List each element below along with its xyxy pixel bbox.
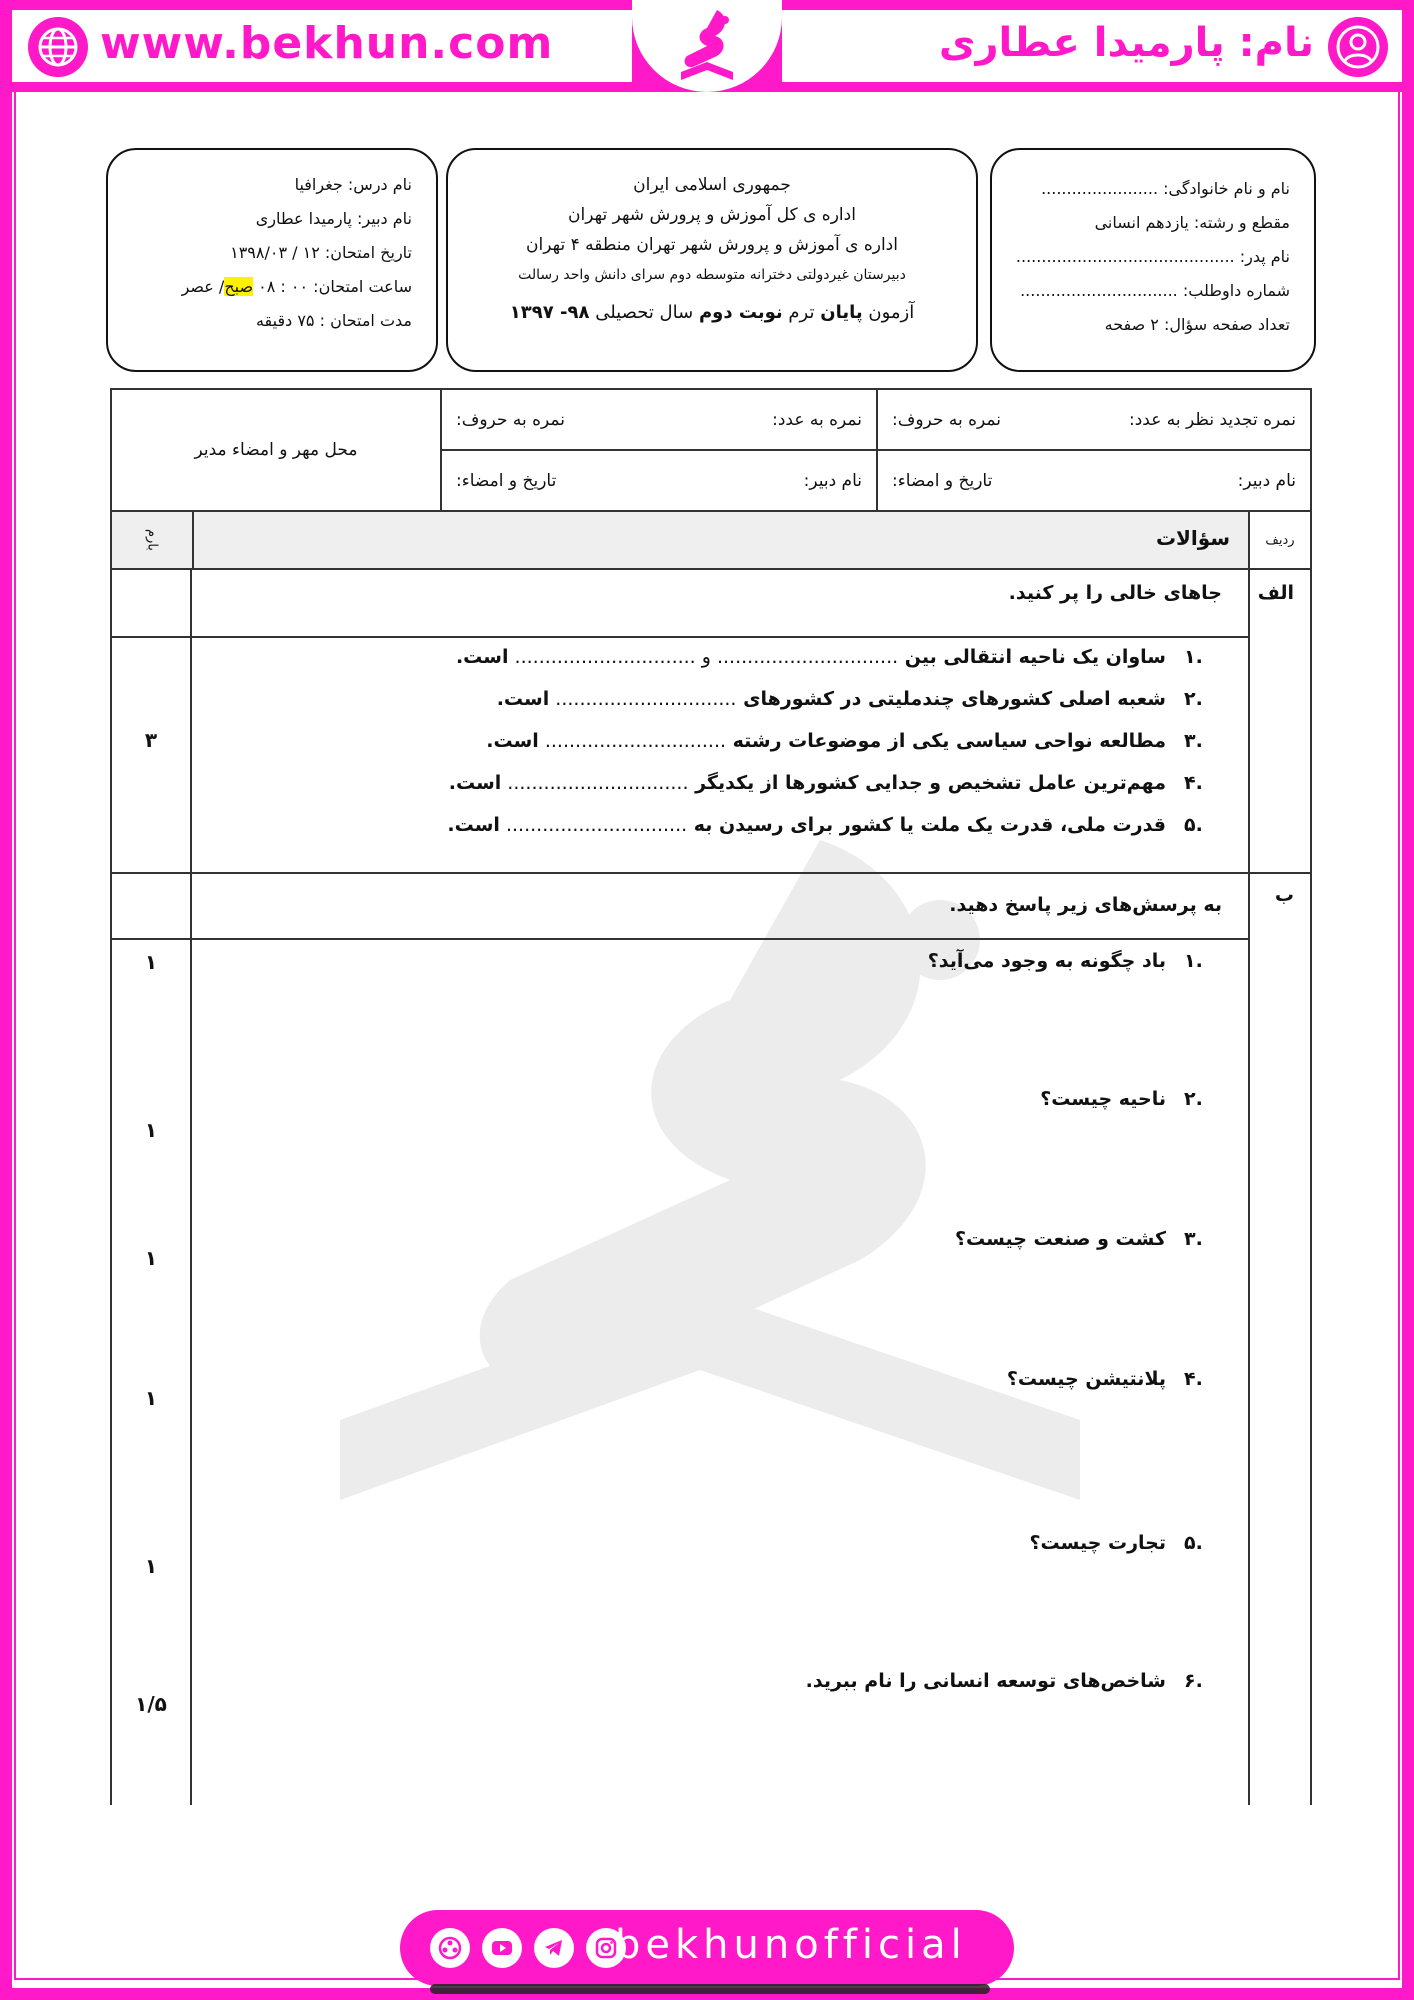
- section-a-score: ۳: [144, 728, 158, 752]
- fill-blank-item: [447, 814, 1224, 836]
- item-number: .۳: [1184, 730, 1203, 752]
- youtube-icon[interactable]: [482, 1928, 522, 1968]
- question-score: ۱: [144, 1118, 158, 1142]
- item-number: .۲: [1184, 688, 1203, 710]
- item-number: .۲: [1184, 1088, 1203, 1110]
- fill-blank-item: [486, 730, 1224, 752]
- social-icons: [430, 1928, 626, 1968]
- father-name-field[interactable]: نام پدر: ...........................................: [1015, 247, 1290, 266]
- review-grade-cell[interactable]: [877, 389, 1311, 450]
- fill-blank-item: [456, 646, 1224, 668]
- table-border-right: [1310, 510, 1312, 1805]
- item-end: است.: [448, 772, 502, 794]
- table-border-left: [110, 510, 112, 1805]
- subject-name: نام درس: جغرافیا: [294, 175, 412, 194]
- answer-blank[interactable]: ..............................: [499, 814, 688, 836]
- item-text: شاخص‌های توسعه انسانی را نام ببرید.: [805, 1670, 1166, 1692]
- question-score: ۱: [144, 1246, 158, 1270]
- item-end: است.: [447, 814, 500, 836]
- question-item: [955, 1228, 1224, 1250]
- school-info-box: [446, 148, 978, 372]
- exam-title-part: ۹۸- ۱۳۹۷: [509, 302, 590, 323]
- answer-blank[interactable]: ..............................: [501, 772, 689, 794]
- grade-field: مقطع و رشته: یازدهم انسانی: [1094, 213, 1290, 232]
- review-grade-number-label: نمره تجدید نظر به عدد:: [1128, 409, 1296, 430]
- principal-stamp-label: محل مهر و امضاء مدیر: [194, 440, 358, 460]
- item-number: .۱: [1184, 646, 1203, 668]
- item-end: است.: [496, 688, 550, 710]
- exam-title: [458, 298, 966, 328]
- question-item: [928, 950, 1224, 972]
- fill-blank-item: [449, 772, 1224, 794]
- item-text: تجارت چیست؟: [1029, 1532, 1166, 1554]
- telegram-icon[interactable]: [534, 1928, 574, 1968]
- row-divider: [110, 872, 1312, 874]
- questions-table: [110, 510, 1312, 1805]
- item-text: مطالعه نواحی سیاسی یکی از موضوعات رشته: [726, 730, 1166, 752]
- date-sign-label: تاریخ و امضاء:: [456, 470, 557, 491]
- student-fullname-field[interactable]: نام و نام خانوادگی: .......................: [1041, 179, 1290, 198]
- exam-time: [128, 270, 412, 304]
- item-end: است.: [455, 646, 509, 668]
- fill-blank-item: [497, 688, 1224, 710]
- exam-title-part: پایان: [820, 302, 863, 323]
- grade-table: [110, 388, 1312, 512]
- grade-words-label: نمره به حروف:: [456, 409, 565, 430]
- teacher-label: نام دبیر:: [803, 470, 862, 491]
- item-number: .۳: [1184, 1228, 1203, 1250]
- page-count: تعداد صفحه سؤال: ۲ صفحه: [1104, 315, 1290, 334]
- review-date-sign-label: تاریخ و امضاء:: [892, 470, 993, 491]
- question-item: [1007, 1368, 1224, 1390]
- globe-icon: [28, 17, 88, 77]
- item-end: است.: [486, 730, 539, 752]
- question-item: [1040, 1088, 1224, 1110]
- exam-time-part: / عصر: [181, 277, 225, 296]
- question-score: ۱: [144, 1554, 158, 1578]
- question-item: [806, 1670, 1224, 1692]
- grade-cell[interactable]: [441, 389, 877, 450]
- review-teacher-cell[interactable]: [877, 450, 1311, 511]
- answer-blank[interactable]: ..............................: [549, 688, 737, 710]
- item-number: .۱: [1184, 950, 1203, 972]
- country-title: جمهوری اسلامی ایران: [633, 175, 791, 195]
- row-divider: [110, 636, 1250, 638]
- section-b-instruction: به پرسش‌های زیر پاسخ دهید.: [949, 894, 1222, 916]
- student-info-box: [990, 148, 1316, 372]
- grade-number-label: نمره به عدد:: [772, 409, 862, 430]
- question-score: ۱: [144, 1386, 158, 1410]
- exam-time-part: ساعت امتحان: ۰۰ : ۰۸: [253, 277, 412, 296]
- review-teacher-label: نام دبیر:: [1237, 470, 1296, 491]
- item-text: باد چگونه به وجود می‌آید؟: [927, 950, 1166, 972]
- question-score: ۱: [144, 950, 158, 974]
- exam-title-part: ترم: [782, 302, 821, 323]
- radif-column-divider: [1248, 510, 1250, 1805]
- exam-title-part: سال تحصیلی: [589, 302, 699, 323]
- item-number: .۶: [1184, 1670, 1203, 1692]
- header-title: سؤالات: [1155, 526, 1230, 550]
- header-score: بارم: [112, 512, 194, 568]
- score-column-divider: [190, 510, 192, 1805]
- exam-title-part: آزمون: [862, 302, 915, 323]
- section-a-instruction: جاهای خالی را پر کنید.: [1008, 582, 1222, 604]
- dept-title: اداره ی کل آموزش و پرورش شهر تهران: [568, 205, 856, 225]
- seat-number-field[interactable]: شماره داوطلب: ...............................: [1020, 281, 1290, 300]
- item-number: .۴: [1184, 772, 1203, 794]
- social-handle[interactable]: bekhunofficial: [615, 1922, 967, 1968]
- section-a-label: الف: [1257, 582, 1294, 604]
- answer-blank[interactable]: ..............................: [538, 730, 727, 752]
- teacher-name: نام دبیر: پارمیدا عطاری: [255, 209, 412, 228]
- exam-title-part: نوبت دوم: [698, 302, 783, 323]
- student-name: نام: پارمیدا عطاری: [938, 20, 1314, 66]
- teacher-cell[interactable]: [441, 450, 877, 511]
- principal-stamp-cell[interactable]: [111, 389, 441, 511]
- review-grade-words-label: نمره به حروف:: [892, 409, 1001, 430]
- item-text: قدرت ملی، قدرت یک ملت یا کشور برای رسیدن به: [687, 814, 1166, 836]
- question-item: [1029, 1532, 1224, 1554]
- site-url[interactable]: www.bekhun.com: [100, 18, 554, 69]
- item-text: شعبه اصلی کشورهای چندملیتی در کشورهای: [736, 688, 1166, 710]
- item-number: .۵: [1184, 814, 1203, 836]
- item-text: مهم‌ترین عامل تشخیص و جدایی کشورها از یکدیگر: [688, 772, 1166, 794]
- district-title: اداره ی آموزش و پرورش شهر تهران منطقه ۴ تهران: [526, 235, 898, 255]
- item-text: پلانتیشن چیست؟: [1006, 1368, 1166, 1390]
- header-bar: [0, 0, 1414, 92]
- item-text: ساوان یک ناحیه انتقالی بین: [898, 646, 1166, 668]
- exam-info-box: [106, 148, 438, 372]
- film-reel-icon[interactable]: [430, 1928, 470, 1968]
- exam-duration: مدت امتحان : ۷۵ دقیقه: [255, 311, 412, 330]
- row-divider: [110, 938, 1250, 940]
- brand-logo: [632, 0, 782, 92]
- questions-header: [110, 510, 1312, 570]
- header-radif: ردیف: [1248, 512, 1310, 568]
- item-text: کشت و صنعت چیست؟: [954, 1228, 1166, 1250]
- item-text: ناحیه چیست؟: [1040, 1088, 1166, 1110]
- footer-shadow: [430, 1984, 990, 1994]
- school-title: دبیرستان غیردولتی دخترانه متوسطه دوم سرای دانش واحد رسالت: [518, 267, 906, 283]
- answer-blank[interactable]: .............................. و ..............................: [508, 646, 899, 668]
- section-b-label: ب: [1274, 884, 1294, 906]
- exam-date: تاریخ امتحان: ۱۲ / ۱۳۹۸/۰۳: [230, 243, 412, 262]
- item-number: .۴: [1184, 1368, 1203, 1390]
- item-number: .۵: [1184, 1532, 1203, 1554]
- question-score: ۱/۵: [135, 1692, 167, 1716]
- exam-time-highlight: صبح: [224, 277, 254, 296]
- user-icon: [1328, 17, 1388, 77]
